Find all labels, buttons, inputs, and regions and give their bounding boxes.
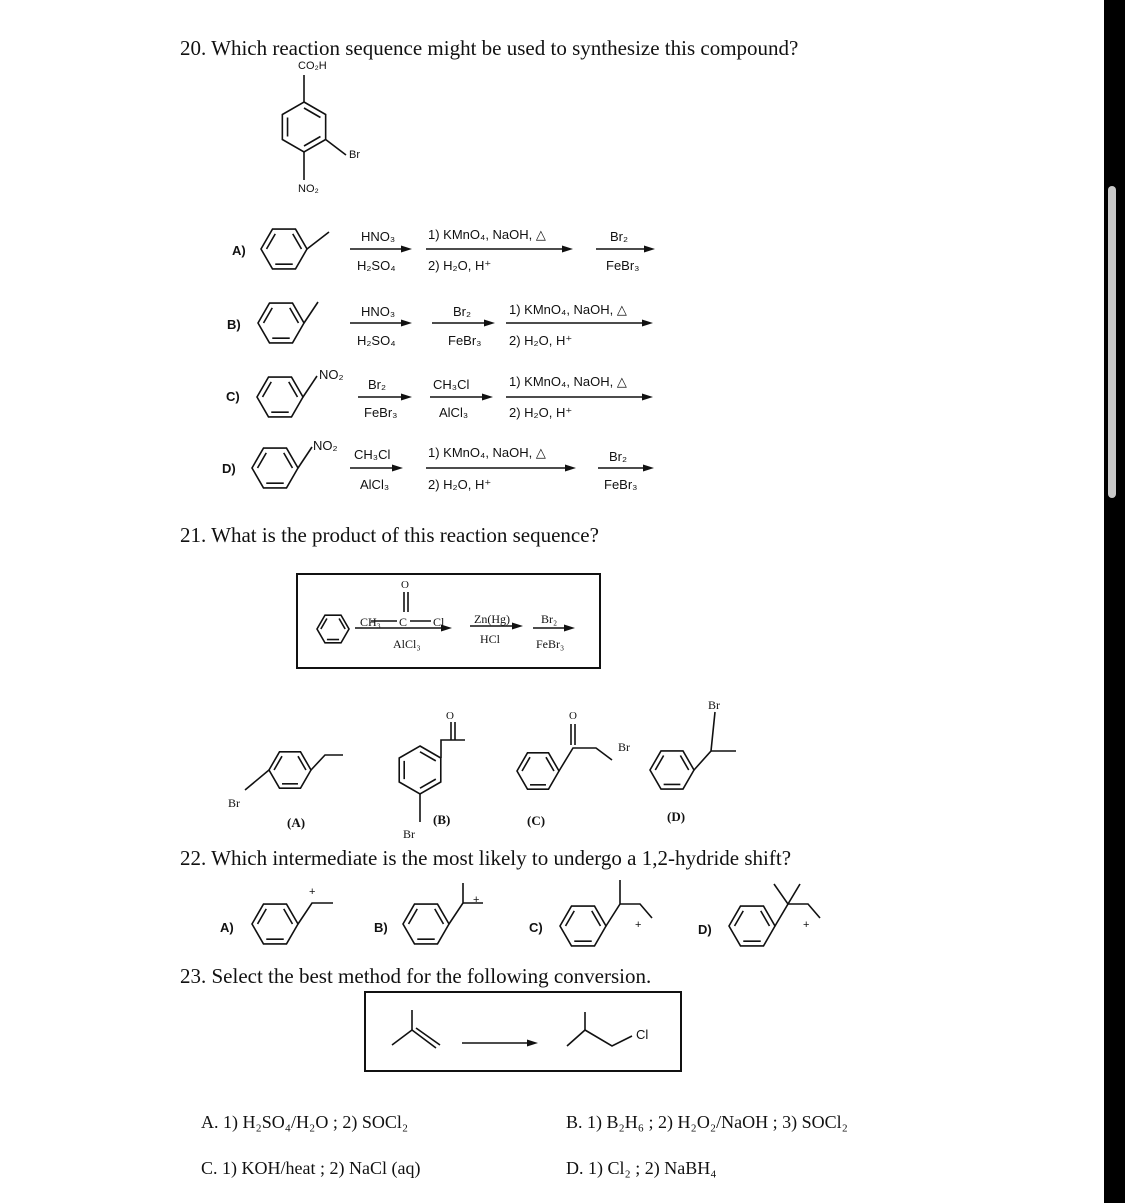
choice-a-label: (A): [287, 815, 306, 830]
option-c-step3-below: 2) H₂O, H⁺: [509, 405, 573, 420]
arrow-head: [643, 465, 654, 472]
methyl-bond: [304, 302, 318, 323]
option-d-step3-below: FeBr₃: [604, 477, 638, 492]
choice-b-ring: [399, 746, 441, 794]
q22-a-ring: [252, 904, 298, 944]
cation-chain: [449, 883, 463, 924]
arrow-head: [482, 394, 493, 401]
methyl-bond: [307, 232, 329, 249]
q22-a-charge: +: [309, 886, 316, 898]
arrow-head: [642, 394, 653, 401]
answer-a[interactable]: A. 1) H₂SO₄/H₂O ; 2) SOCl₂: [201, 1112, 409, 1132]
option-c-substituent: NO₂: [319, 367, 344, 382]
arrow-head: [401, 246, 412, 253]
step3-below: FeBr₃: [536, 637, 565, 651]
option-a-step3-below: FeBr₃: [606, 258, 640, 273]
question-22-text: 22. Which intermediate is the most likely to undergo a 1,2-hydride shift?: [180, 846, 792, 870]
scrollbar-thumb[interactable]: [1108, 186, 1116, 498]
option-a-step1-above: HNO₃: [361, 229, 396, 244]
reagent-chlorine: Cl: [433, 615, 445, 629]
scrollbar-track[interactable]: [1104, 0, 1125, 1203]
q22-choice-d: D): [698, 922, 712, 937]
choice-d-label: (D): [667, 809, 686, 824]
choice-b-br: Br: [403, 827, 415, 841]
option-b-step1-below: H₂SO₄: [357, 333, 396, 348]
option-a-step2-below: 2) H₂O, H⁺: [428, 258, 492, 273]
arrow-head: [562, 246, 573, 253]
option-b-ring: [258, 303, 304, 343]
choice-a-br: Br: [228, 796, 240, 810]
option-c-step1-below: FeBr₃: [364, 405, 398, 420]
arrow-head: [401, 394, 412, 401]
option-d-substituent: NO₂: [313, 438, 338, 453]
arrow-head: [642, 320, 653, 327]
answer-b[interactable]: B. 1) B₂H₆ ; 2) H₂O₂/NaOH ; 3) SOCl₂: [566, 1112, 848, 1132]
option-b-letter: B): [227, 317, 241, 332]
arrow-head: [484, 320, 495, 327]
step3-above: Br₂: [541, 612, 558, 626]
step2-above: Zn(Hg): [474, 612, 510, 626]
option-c-letter: C): [226, 389, 240, 404]
reagent-carbonyl-carbon: C: [399, 615, 408, 629]
choice-c-oxygen: O: [569, 710, 577, 722]
arrow-head: [401, 320, 412, 327]
cation-chain: [788, 904, 820, 918]
propyl-chain: [298, 903, 333, 924]
option-d-letter: D): [222, 461, 236, 476]
answer-c[interactable]: C. 1) KOH/heat ; 2) NaCl (aq): [201, 1158, 421, 1178]
question-21-text: 21. What is the product of this reaction sequence?: [180, 523, 599, 547]
option-c-step1-above: Br₂: [368, 377, 387, 392]
choice-c-br: Br: [618, 740, 630, 754]
q22-b-charge: +: [473, 894, 480, 906]
option-d-step2-above: 1) KMnO₄, NaOH, △: [428, 445, 546, 460]
step2-below: HCl: [480, 632, 501, 646]
option-a-step2-above: 1) KMnO₄, NaOH, △: [428, 227, 546, 242]
option-b-step1-above: HNO₃: [361, 304, 396, 319]
no2-bond: [298, 447, 312, 468]
option-b-step3-below: 2) H₂O, H⁺: [509, 333, 573, 348]
reagent-ch3: CH₃: [360, 615, 381, 629]
choice-c-label: (C): [527, 813, 546, 828]
choice-b-label: (B): [433, 812, 451, 827]
conversion-box: [364, 991, 682, 1072]
choice-a-ring: [269, 752, 311, 788]
q22-d-ring: [729, 906, 775, 946]
choice-d-ring: [650, 751, 694, 789]
choice-b-oxygen: O: [446, 710, 454, 722]
cation-chain: [620, 904, 652, 918]
bromoacetyl-chain: [559, 748, 612, 771]
option-d-step2-below: 2) H₂O, H⁺: [428, 477, 492, 492]
option-c-step3-above: 1) KMnO₄, NaOH, △: [509, 374, 627, 389]
cation-chain: [788, 884, 800, 904]
q22-choice-b: B): [374, 920, 388, 935]
arrow-head: [392, 465, 403, 472]
option-b-step3-above: 1) KMnO₄, NaOH, △: [509, 302, 627, 317]
target-co2h-label: CO₂H: [298, 60, 327, 72]
q22-c-charge: +: [635, 919, 642, 931]
option-a-ring: [261, 229, 307, 269]
question-20-text: 20. Which reaction sequence might be used to synthesize this compound?: [180, 36, 799, 60]
option-d-step3-above: Br₂: [609, 449, 628, 464]
reagent-alcl3: AlCl₃: [393, 637, 421, 651]
cation-chain: [606, 880, 620, 926]
q22-choice-a: A): [220, 920, 234, 935]
choice-d-br: Br: [708, 698, 720, 712]
reagent-oxygen: O: [401, 579, 409, 591]
arrow-head: [644, 246, 655, 253]
acetyl-chain: [441, 740, 465, 758]
q22-b-ring: [403, 904, 449, 944]
q22-c-ring: [560, 906, 606, 946]
cation-chain: [774, 884, 788, 926]
q22-choice-c: C): [529, 920, 543, 935]
no2-bond: [303, 376, 317, 397]
option-a-step3-above: Br₂: [610, 229, 629, 244]
q22-d-charge: +: [803, 919, 810, 931]
option-b-step2-below: FeBr₃: [448, 333, 482, 348]
product-chlorine: Cl: [636, 1027, 649, 1042]
target-br-label: Br: [349, 149, 360, 161]
question-23-text: 23. Select the best method for the following conversion.: [180, 964, 652, 988]
option-d-step1-above: CH₃Cl: [354, 447, 391, 462]
option-c-step2-above: CH₃Cl: [433, 377, 470, 392]
option-a-letter: A): [232, 243, 246, 258]
option-a-step1-below: H₂SO₄: [357, 258, 396, 273]
target-no2-label: NO₂: [298, 183, 319, 195]
br-bond: [245, 770, 269, 790]
choice-c-ring: [517, 753, 559, 789]
bromoethyl-chain: [694, 712, 715, 770]
target-benzene-ring: [282, 102, 325, 152]
br-bond: [326, 140, 346, 156]
ethyl-chain: [311, 755, 343, 770]
answer-d[interactable]: D. 1) Cl₂ ; 2) NaBH₄: [566, 1158, 717, 1178]
option-c-ring: [257, 377, 303, 417]
arrow-head: [565, 465, 576, 472]
option-c-step2-below: AlCl₃: [439, 405, 469, 420]
option-d-ring: [252, 448, 298, 488]
option-b-step2-above: Br₂: [453, 304, 472, 319]
option-d-step1-below: AlCl₃: [360, 477, 390, 492]
